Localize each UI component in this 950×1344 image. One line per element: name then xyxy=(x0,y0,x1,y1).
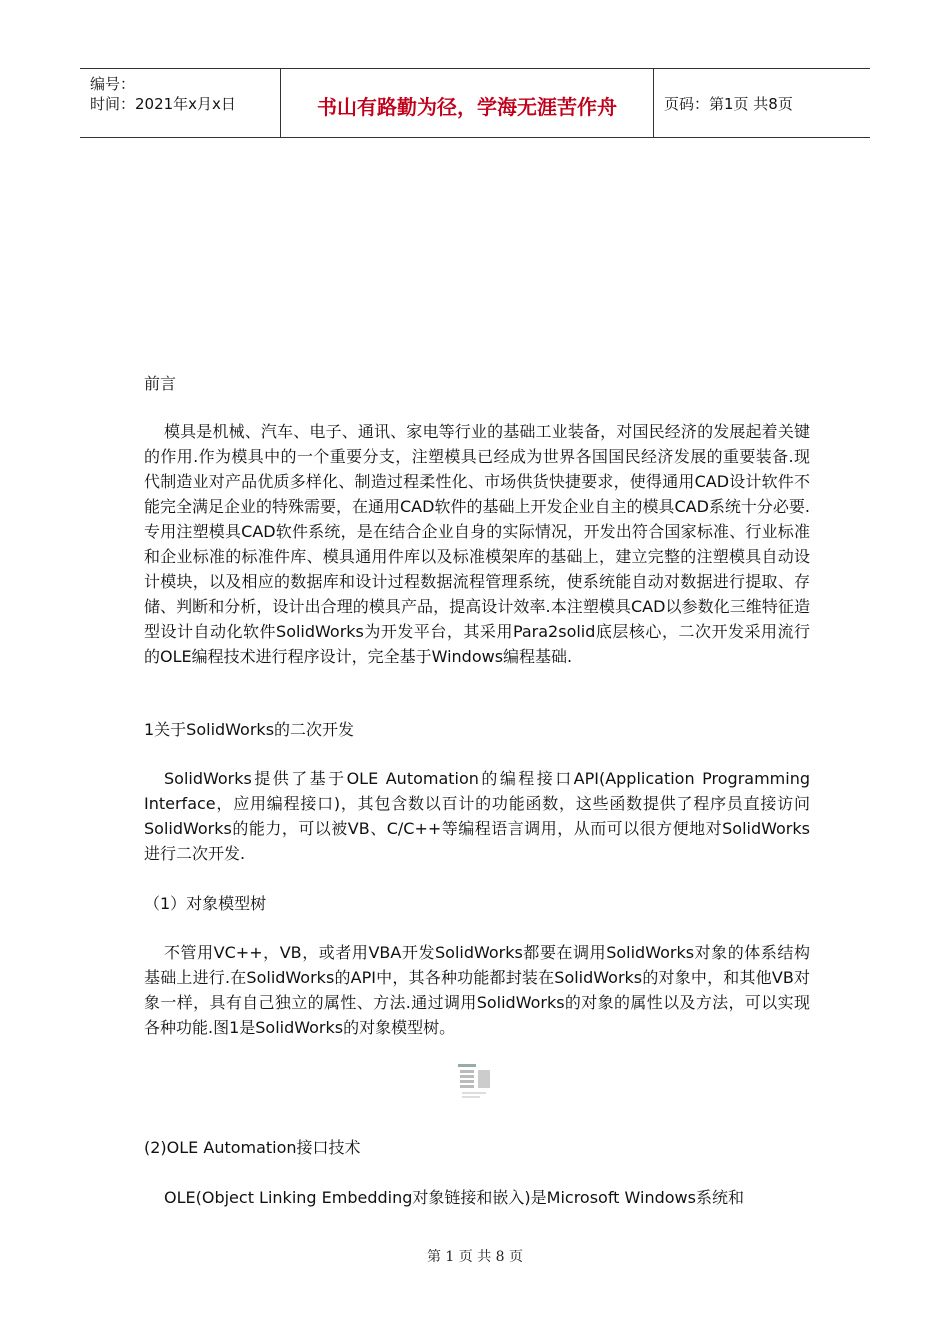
page-header xyxy=(80,68,870,138)
sub2-title: (2)OLE Automation接口技术 xyxy=(144,1138,361,1157)
motto: 书山有路勤为径，学海无涯苦作舟 xyxy=(317,95,617,119)
section1-title: 1关于SolidWorks的二次开发 xyxy=(144,720,355,739)
sub1-paragraph: 不管用VC++，VB，或者用VBA开发SolidWorks都要在调用SolidWorks对象的体系结构基础上进行.在SolidWorks的API中，其各种功能都封装在SolidWorks的对象中，和其他VB对象一样，具有自己独立的属性、方法.通过调用SolidWorks的对象的属性以及方法，可以实现各种功能.图1是SolidWorks的对象模型树。 xyxy=(144,943,810,1037)
preface-paragraph: 模具是机械、汽车、电子、通讯、家电等行业的基础工业装备，对国民经济的发展起着关键的作用.作为模具中的一个重要分支，注塑模具已经成为世界各国国民经济发展的重要装备.现代制造业对产品优质多样化、制造过程柔性化、市场供货快捷要求，使得通用CAD设计软件不能完全满足企业的特殊需要，在通用CAD软件的基础上开发企业自主的模具CAD系统十分必要.专用注塑模具CAD软件系统，是在结合企业自身的实际情况，开发出符合国家标准、行业标准和企业标准的标准件库、模具通用件库以及标准模架库的基础上，建立完整的注塑模具自动设计模块，以及相应的数据库和设计过程数据流程管理系统，使系统能自动对数据进行提取、存储、判断和分析，设计出合理的模具产品，提高设计效率.本注塑模具CAD以参数化三维特征造型设计自动化软件SolidWorks为开发平台，其采用Para2solid底层核心，二次开发采用流行的OLE编程技术进行程序设计，完全基于Windows编程基础. xyxy=(144,422,810,666)
number-label: 编号： xyxy=(90,75,136,93)
header-meta xyxy=(80,69,280,137)
page-footer: 第 1 页 共 8 页 xyxy=(426,1249,524,1265)
sub2-paragraph: OLE(Object Linking Embedding对象链接和嵌入)是Microsoft Windows系统和 xyxy=(164,1188,744,1207)
sub1-title: （1）对象模型树 xyxy=(144,894,267,913)
object-model-tree-figure xyxy=(456,1062,494,1100)
header-motto-cell xyxy=(280,69,654,137)
preface-title: 前言 xyxy=(144,374,177,393)
page-info: 页码：第1页 共8页 xyxy=(664,95,793,113)
section1-paragraph: SolidWorks提供了基于OLE Automation的编程接口API(Application Programming Interface，应用编程接口)，其包含数以百计的功能函数，这些函数提供了程序员直接访问SolidWorks的能力，可以被VB、C/C++等编程语言调用，从而可以很方便地对SolidWorks进行二次开发. xyxy=(144,769,810,863)
time-label: 时间：2021年x月x日 xyxy=(90,95,236,113)
